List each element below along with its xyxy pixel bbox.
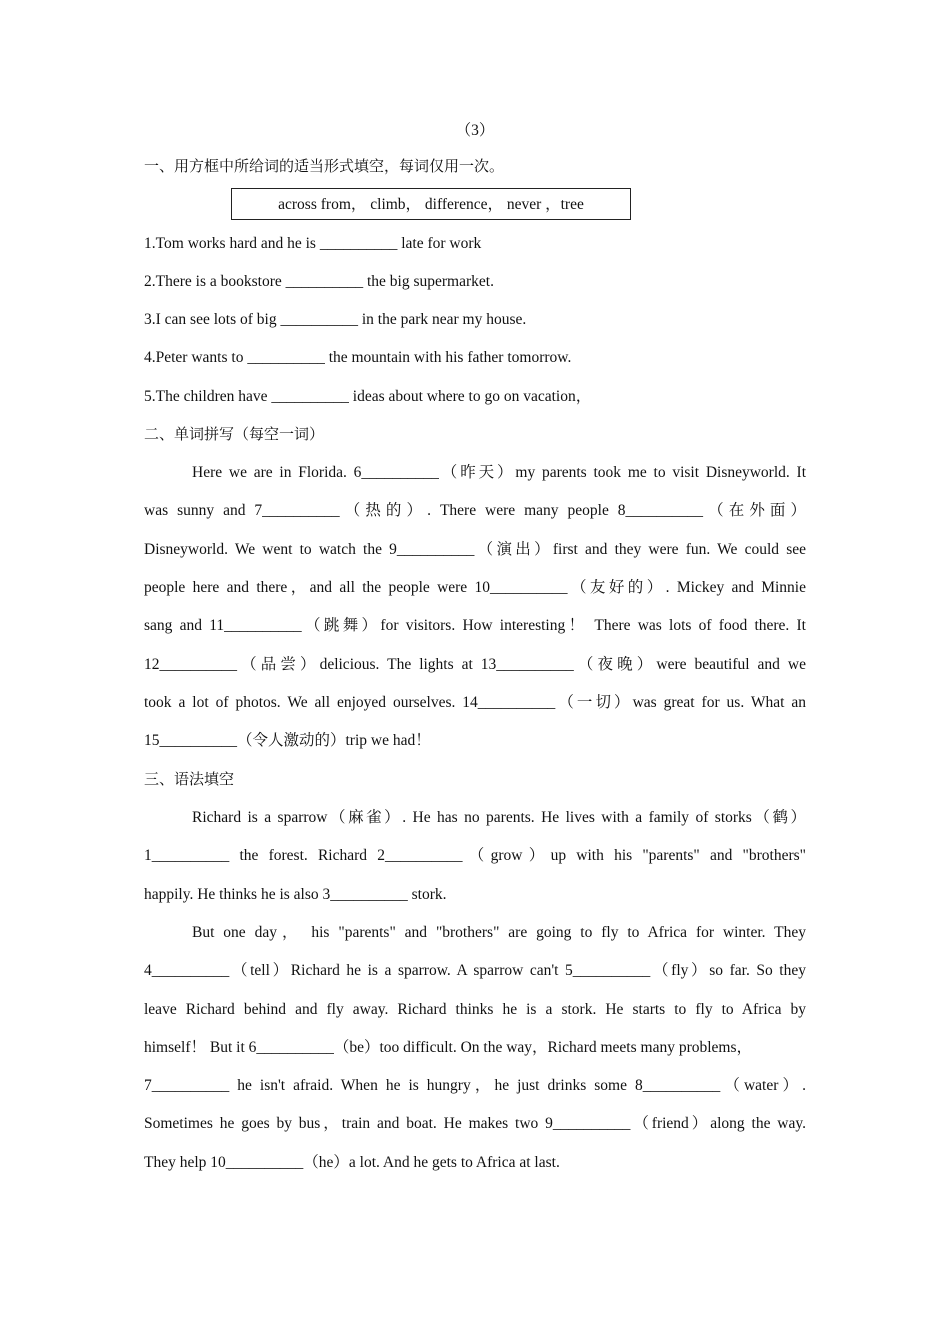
s3-line-9: Sometimes he goes by bus，train and boat. He makes two 9__________（friend）along the way.	[144, 1115, 806, 1132]
section3-heading: 三、语法填空	[144, 770, 235, 788]
s2-line-3: Disneyworld. We went to watch the 9__________（演出）first and they were fun. We could see	[144, 541, 806, 558]
s3-line-10: They help 10__________（he）a lot. And he gets to Africa at last.	[144, 1154, 560, 1171]
s2-line-7: took a lot of photos. We all enjoyed ourselves. 14__________（一切）was great for us. What an	[144, 694, 806, 711]
s1-item-4: 4.Peter wants to __________ the mountain with his father tomorrow.	[144, 349, 572, 366]
word-box: across from， climb， difference， never ，tree	[231, 188, 631, 220]
s3-line-7: himself！ But it 6__________（be）too difficult. On the way，Richard meets many problems，	[144, 1039, 753, 1056]
page-title: （3）	[455, 122, 495, 139]
s1-item-5: 5.The children have __________ ideas about where to go on vacation，	[144, 388, 592, 405]
s1-item-1: 1.Tom works hard and he is __________ late for work	[144, 235, 482, 252]
s2-line-2: was sunny and 7__________（热的）. There were many people 8__________（在外面）	[144, 502, 806, 519]
s2-line-5: sang and 11__________（跳舞）for visitors. How interesting！ There was lots of food there. It	[144, 617, 806, 634]
section1-heading: 一、用方框中所给词的适当形式填空，每词仅用一次。	[144, 157, 505, 175]
s3-line-1: Richard is a sparrow（麻雀）. He has no parents. He lives with a family of storks（鹤）	[192, 809, 806, 826]
s3-line-6: leave Richard behind and fly away. Richard thinks he is a stork. He starts to fly to Africa by	[144, 1001, 806, 1018]
s3-line-8: 7__________ he isn't afraid. When he is hungry，he just drinks some 8__________（water）.	[144, 1077, 806, 1094]
section2-heading: 二、单词拼写（每空一词）	[144, 425, 325, 443]
s2-line-6: 12__________（品尝）delicious. The lights at 13__________（夜晚）were beautiful and we	[144, 656, 806, 673]
s2-line-8: 15__________（令人激动的）trip we had！	[144, 732, 431, 749]
s2-line-1: Here we are in Florida. 6__________（昨天）my parents took me to visit Disneyworld. It	[192, 464, 806, 481]
s3-line-5: 4__________（tell）Richard he is a sparrow. A sparrow can't 5__________（fly）so far. So they	[144, 962, 806, 979]
s3-line-2: 1__________ the forest. Richard 2__________（grow）up with his "parents" and "brothers"	[144, 847, 806, 864]
s1-item-3: 3.I can see lots of big __________ in the park near my house.	[144, 311, 527, 328]
s2-line-4: people here and there，and all the people were 10__________（友好的）. Mickey and Minnie	[144, 579, 806, 596]
s3-line-3: happily. He thinks he is also 3__________ stork.	[144, 886, 447, 903]
s1-item-2: 2.There is a bookstore __________ the big supermarket.	[144, 273, 494, 290]
s3-line-4: But one day， his "parents" and "brothers" are going to fly to Africa for winter. They	[192, 924, 806, 941]
